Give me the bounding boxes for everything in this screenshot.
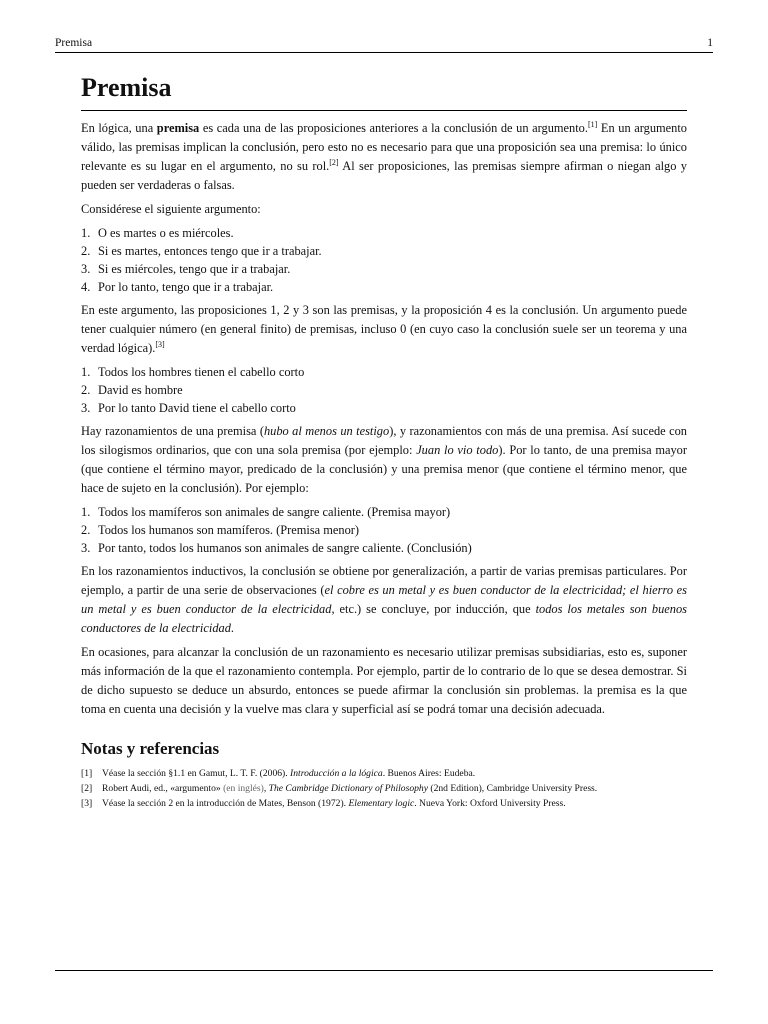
footer-rule	[55, 970, 713, 971]
list-number: 1.	[81, 226, 91, 240]
article-body	[81, 70, 687, 811]
text-run: Al ser proposiciones, las premisas siempre afirman o niegan algo y pueden ser verdaderas o falsas.	[81, 159, 688, 192]
list-item	[81, 363, 687, 381]
text-run: En este argumento, las proposiciones 1, 2 y 3 son las premisas, y la proposición 4 es la conclusión. Un argumento puede tener cualquier número (en general finito) de premisas, incluso 0 (en cuyo caso la conclusión suele ser un teorema y una verdad lógica).	[81, 303, 687, 355]
list-item-text: Todos los mamíferos son animales de sangre caliente. (Premisa mayor)	[98, 505, 451, 519]
list-item-text: Todos los humanos son mamíferos. (Premisa menor)	[98, 523, 360, 537]
text-run: . Buenos Aires: Eudeba.	[382, 768, 476, 779]
italic-run: Juan lo vio todo	[416, 443, 499, 457]
italic-run: el cobre es un metal y es buen conductor de la electricidad; el hierro es un metal y es buen conductor de la electricidad	[81, 583, 687, 616]
paragraph-consider: Considérese el siguiente argumento:	[81, 202, 261, 216]
paragraph-inductive	[81, 562, 687, 638]
citation-link-3[interactable]: [3]	[155, 340, 165, 349]
paragraph-premises-count	[81, 301, 687, 358]
list-number: 1.	[81, 505, 91, 519]
references-list	[81, 766, 687, 811]
reference-number: [3]	[81, 798, 93, 809]
list-item-text: Si es miércoles, tengo que ir a trabajar.	[98, 262, 291, 276]
paragraph-syllogisms	[81, 422, 687, 498]
citation-link-2[interactable]: [2]	[329, 158, 339, 167]
list-item	[81, 539, 687, 557]
text-run: (2nd Edition), Cambridge University Press.	[427, 783, 598, 794]
bold-term: premisa	[156, 121, 200, 135]
text-run: En lógica, una	[81, 121, 157, 135]
reference-number: [1]	[81, 768, 93, 779]
text-run: Véase la sección §1.1 en Gamut, L. T. F. (2006).	[102, 768, 291, 779]
text-run: En los razonamientos inductivos, la conclusión se obtiene por generalización, a partir de varias premisas particulares. Por ejemplo, a partir de una serie de observaciones (	[81, 564, 687, 597]
language-note-link[interactable]: (en inglés)	[223, 783, 264, 794]
page-number: 1	[707, 37, 713, 49]
reference-item	[81, 781, 687, 796]
argument-list-1	[81, 224, 687, 296]
notes-heading: Notas y referencias	[81, 739, 220, 758]
reference-number: [2]	[81, 783, 93, 794]
running-header	[55, 36, 713, 53]
text-run: ), y razonamientos con más de una premisa. Así sucede con los silogismos ordinarios, que con una sola premisa (por ejemplo:	[81, 424, 687, 457]
paragraph-subsidiary: En ocasiones, para alcanzar la conclusión de un razonamiento es necesario utilizar premisas subsidiarias, esto es, suponer más información de la que el razonamiento contempla. Por ejemplo, partir de lo contrario de lo que se desea demostrar. Si de dicho supuesto se deduce un absurdo, entonces se puede afirmar la conclusión sin problemas. la premisa es la que toma en cuenta una decisión y la vuelve mas clara y superficial así se podrá tomar una decisión adecuada.	[81, 645, 687, 716]
article-title: Premisa	[81, 70, 687, 111]
list-item	[81, 260, 687, 278]
list-item-text: Por lo tanto, tengo que ir a trabajar.	[98, 280, 274, 294]
reference-title: Elementary logic	[348, 798, 415, 809]
italic-run: hubo al menos un testigo	[263, 424, 390, 438]
list-number: 2.	[81, 523, 91, 537]
text-run: . Nueva York: Oxford University Press.	[414, 798, 566, 809]
argument-list-2	[81, 363, 687, 417]
text-run: Hay razonamientos de una premisa (	[81, 424, 264, 438]
list-item	[81, 278, 687, 296]
list-item-text: O es martes o es miércoles.	[98, 226, 234, 240]
citation-link-1[interactable]: [1]	[587, 120, 598, 129]
text-run: , etc.) se concluye, por inducción, que	[331, 602, 536, 616]
reference-title: The Cambridge Dictionary of Philosophy	[268, 783, 428, 794]
list-item	[81, 381, 687, 399]
text-run: es cada una de las proposiciones anteriores a la conclusión de un argumento.	[199, 121, 588, 135]
list-item	[81, 521, 687, 539]
list-number: 1.	[81, 365, 91, 379]
argument-list-3	[81, 503, 687, 557]
intro-paragraph	[81, 119, 687, 195]
list-item-text: Por tanto, todos los humanos son animales de sangre caliente. (Conclusión)	[98, 541, 472, 555]
list-number: 2.	[81, 244, 91, 258]
list-item	[81, 224, 687, 242]
text-run: Robert Audi, ed., «argumento»	[102, 783, 224, 794]
list-item-text: Si es martes, entonces tengo que ir a trabajar.	[98, 244, 322, 258]
list-item-text: Por lo tanto David tiene el cabello corto	[98, 401, 296, 415]
list-item	[81, 503, 687, 521]
italic-run: todos los metales son buenos conductores de la electricidad	[81, 602, 687, 635]
running-header-title: Premisa	[55, 37, 93, 49]
list-number: 3.	[81, 541, 91, 555]
text-run: En un argumento válido, las premisas implican la conclusión, pero esto no es necesario para que una proposición sea una premisa: lo único relevante es su lugar en el argumento, no su rol.	[81, 121, 687, 173]
reference-title: Introducción a la lógica	[290, 768, 383, 779]
list-number: 3.	[81, 262, 91, 276]
list-item	[81, 242, 687, 260]
text-run: ). Por lo tanto, de una premisa mayor (que contiene el término mayor, predicado de la conclusión) y una premisa menor (que contiene el término menor, que hace de sujeto en la conclusión). Por ejemplo:	[81, 443, 688, 495]
list-number: 2.	[81, 383, 91, 397]
text-run: .	[230, 621, 235, 635]
reference-item	[81, 796, 687, 811]
list-number: 3.	[81, 401, 91, 415]
list-item-text: Todos los hombres tienen el cabello corto	[98, 365, 305, 379]
list-number: 4.	[81, 280, 91, 294]
text-run: ,	[263, 783, 269, 794]
text-run: Véase la sección 2 en la introducción de Mates, Benson (1972).	[102, 798, 349, 809]
list-item	[81, 399, 687, 417]
reference-item	[81, 766, 687, 781]
list-item-text: David es hombre	[98, 383, 183, 397]
